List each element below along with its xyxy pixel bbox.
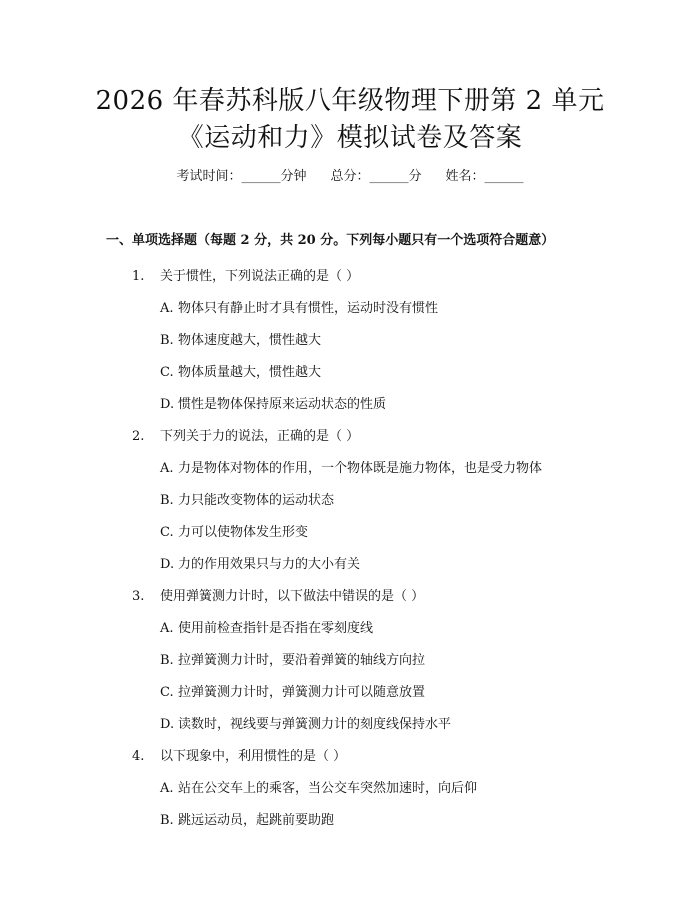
exam-meta-info [0,168,700,186]
option-text: 力可以使物体发生形变 [178,525,309,540]
option-text: 站在公交车上的乘客，当公交车突然加速时，向后仰 [178,781,478,796]
option-2b [160,492,334,510]
option-text: 拉弹簧测力计时，要沿着弹簧的轴线方向拉 [178,653,426,668]
option-text: 使用前检查指针是否指在零刻度线 [178,621,374,636]
total-score-field: 总分：______分 [330,169,422,184]
question-4 [132,748,346,766]
option-letter: D. [160,717,175,732]
option-text: 读数时，视线要与弹簧测力计的刻度线保持水平 [178,717,452,732]
option-letter: B. [160,493,174,508]
exam-title-line-2: 《运动和力》模拟试卷及答案 [177,123,523,153]
question-number: 2. [132,429,145,444]
option-4b [160,812,334,830]
option-3a [160,620,373,638]
option-text: 物体质量越大，惯性越大 [178,365,322,380]
option-letter: C. [160,685,174,700]
question-number: 4. [132,749,145,764]
option-text: 力只能改变物体的运动状态 [178,493,335,508]
option-3d [160,716,451,734]
option-text: 物体速度越大，惯性越大 [178,333,322,348]
question-2 [132,428,359,446]
section-heading-single-choice: 一、单项选择题（每题 2 分，共 20 分。下列每小题只有一个选项符合题意） [106,233,555,248]
option-letter: A. [160,621,174,636]
question-1 [132,268,359,286]
option-letter: B. [160,813,174,828]
option-letter: B. [160,333,174,348]
option-2c [160,524,308,542]
option-letter: A. [160,301,174,316]
option-3c [160,684,425,702]
exam-time-field: 考试时间：______分钟 [176,169,307,184]
option-text: 力是物体对物体的作用，一个物体既是施力物体，也是受力物体 [178,461,543,476]
option-letter: A. [160,781,174,796]
option-1d [160,396,386,414]
option-text: 拉弹簧测力计时，弹簧测力计可以随意放置 [178,685,426,700]
option-text: 跳远运动员，起跳前要助跑 [178,813,335,828]
question-number: 3. [132,589,145,604]
option-text: 惯性是物体保持原来运动状态的性质 [178,397,387,412]
question-3 [132,588,424,606]
question-text: 下列关于力的说法，正确的是（ ） [160,429,360,444]
student-name-field: 姓名：______ [445,169,524,184]
option-2a [160,460,542,478]
question-text: 关于惯性，下列说法正确的是（ ） [160,269,360,284]
option-3b [160,652,425,670]
option-letter: B. [160,653,174,668]
option-text: 物体只有静止时才具有惯性，运动时没有惯性 [178,301,439,316]
option-4a [160,780,477,798]
question-number: 1. [132,269,145,284]
option-letter: C. [160,365,174,380]
option-2d [160,556,360,574]
option-1a [160,300,438,318]
option-letter: A. [160,461,174,476]
option-1b [160,332,321,350]
question-text: 使用弹簧测力计时，以下做法中错误的是（ ） [160,589,425,604]
option-letter: D. [160,557,175,572]
option-text: 力的作用效果只与力的大小有关 [178,557,361,572]
question-text: 以下现象中，利用惯性的是（ ） [160,749,347,764]
exam-title-line-1: 2026 年春苏科版八年级物理下册第 2 单元 [95,86,605,116]
option-1c [160,364,321,382]
option-letter: D. [160,397,175,412]
option-letter: C. [160,525,174,540]
